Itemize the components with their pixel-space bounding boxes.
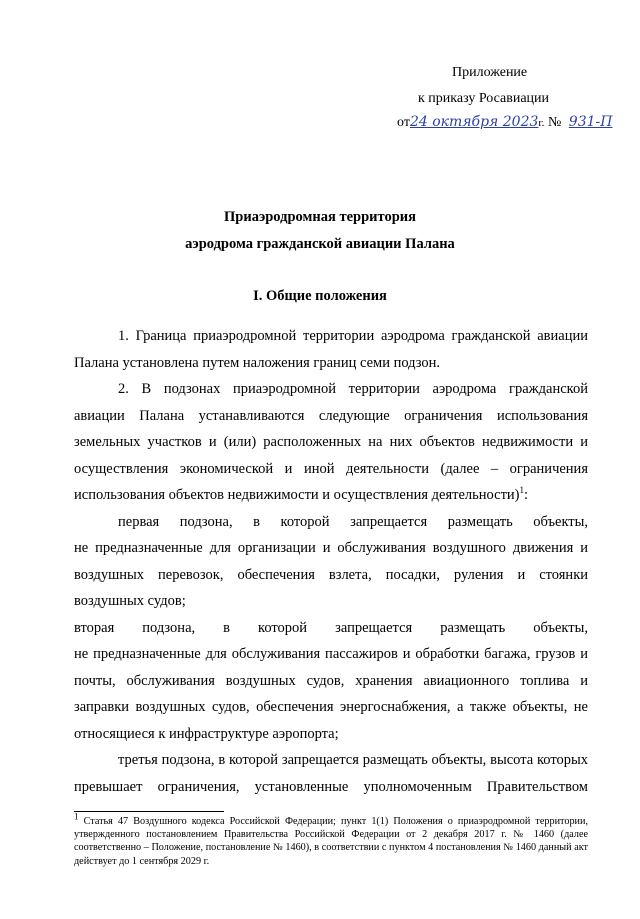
paragraph-2: [74, 376, 588, 509]
zone-1-heading: первая подзона, в которой запрещается размещать объекты,: [118, 513, 588, 530]
handwritten-date: 24 октября 2023: [409, 114, 539, 130]
header-order-ref: к приказу Росавиации: [418, 91, 550, 106]
footnote: [74, 811, 589, 868]
document-title-line1: Приаэродромная территория: [224, 209, 416, 225]
footnote-reference: 1: [519, 485, 524, 496]
zone-1-text: не предназначенные для организации и обслуживания воздушного движения и воздушных перевозок, обеспечения взлета, посадки, руления и стоянки воздушных судов;: [74, 540, 588, 609]
header-number-prefix: №: [547, 115, 562, 130]
zone-2-heading: вторая подзона, в которой запрещается размещать объекты,: [74, 619, 588, 636]
paragraph-2-colon: :: [524, 487, 529, 503]
zone-2-text: не предназначенные для обслуживания пассажиров и обработки багажа, грузов и почты, обслуживания воздушных судов, хранения авиационного топлива и заправки воздушных судов, обеспечения энергоснабжения, а также объекты, не относящиеся к инфраструктуре аэропорта;: [74, 646, 588, 742]
footnote-mark: 1: [74, 811, 79, 822]
paragraph-2-text: 2. В подзонах приаэродромной территории аэродрома гражданской авиации Палана устанавливаются следующие ограничения использования земельных участков и (или) расположенных на них объектов недвижимости и осуществления экономической и иной деятельности (далее – ограничения использования объектов недвижимости и осуществления деятельности): [74, 381, 588, 503]
section-heading: I. Общие положения: [253, 288, 387, 304]
header-appendix-label: Приложение: [452, 65, 528, 80]
header-year-suffix: г.: [538, 117, 545, 129]
header-date-line: [397, 114, 612, 132]
header-from-prefix: от: [397, 115, 410, 130]
footnote-separator: [74, 811, 224, 812]
paragraph-1: 1. Граница приаэродромной территории аэродрома гражданской авиации Палана установлена путем наложения границ семи подзон.: [74, 328, 588, 371]
footnote-text: Статья 47 Воздушного кодекса Российской Федерации; пункт 1(1) Положения о приаэродромной территории, утвержденного постановлением Правительства Российской Федерации от 2 декабря 2017 г. № 1460 (далее соответственно – Положение, постановление № 1460), в соответствии с пунктом 4 постановления № 1460 данный акт действует до 1 сентября 2029 г.: [74, 816, 589, 867]
handwritten-order-number: 931-П: [568, 114, 613, 130]
document-title-line2: аэродрома гражданской авиации Палана: [185, 236, 455, 252]
zone-3-text: третья подзона, в которой запрещается размещать объекты, высота которых превышает ограничения, установленные уполномоченным Правительством: [74, 752, 588, 795]
document-body: [74, 323, 588, 800]
